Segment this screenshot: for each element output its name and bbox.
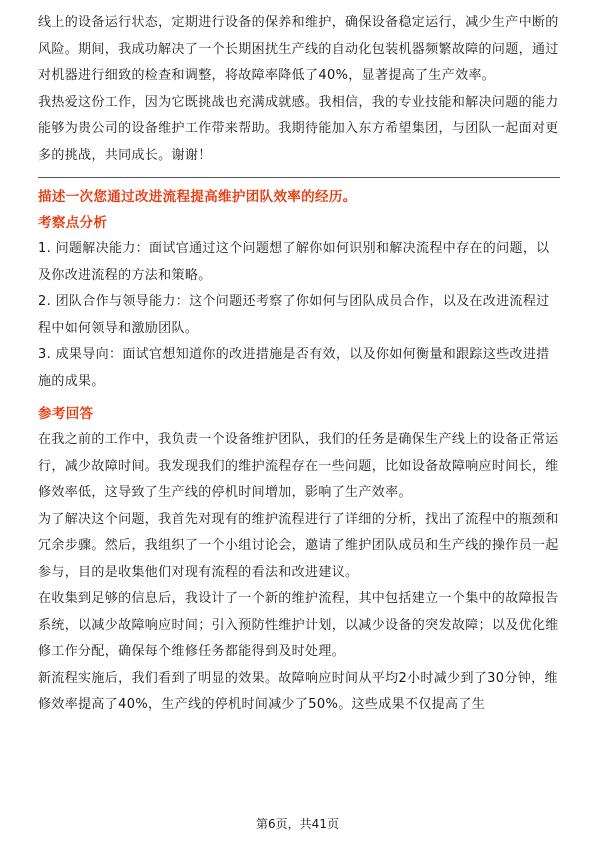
section-divider <box>38 177 560 178</box>
question-title: 描述一次您通过改进流程提高维护团队效率的经历。 <box>38 189 357 205</box>
analysis-item: 2. 团队合作与领导能力：这个问题还考察了你如何与团队成员合作，以及在改进流程过程中如何领导和激励团队。 <box>38 294 550 336</box>
page-number: 第6页，共41页 <box>256 817 339 831</box>
analysis-heading: 考察点分析 <box>38 215 108 231</box>
answer-paragraph: 为了解决这个问题，我首先对现有的维护流程进行了详细的分析，找出了流程中的瓶颈和冗余步骤。然后，我组织了一个小组讨论会，邀请了维护团队成员和生产线的操作员一起参与，目的是收集他们对现有流程的看法和改进建议。 <box>38 511 559 580</box>
analysis-item: 3. 成果导向：面试官想知道你的改进措施是否有效，以及你如何衡量和跟踪这些改进措施的成果。 <box>38 347 550 389</box>
document-page <box>38 10 560 719</box>
answer-paragraph: 在我之前的工作中，我负责一个设备维护团队，我们的任务是确保生产线上的设备正常运行，减少故障时间。我发现我们的维护流程存在一些问题，比如设备故障响应时间长，维修效率低，这导致了生产线的停机时间增加，影响了生产效率。 <box>38 432 559 500</box>
answer-heading: 参考回答 <box>38 406 94 422</box>
answer-paragraph: 在收集到足够的信息后，我设计了一个新的维护流程，其中包括建立一个集中的故障报告系统，以减少故障响应时间；引入预防性维护计划，以减少设备的突发故障；以及优化维修工作分配，确保每个维修任务都能得到及时处理。 <box>38 591 559 659</box>
intro-paragraph: 线上的设备运行状态，定期进行设备的保养和维护，确保设备稳定运行，减少生产中断的风险。期间，我成功解决了一个长期困扰生产线的自动化包装机器频繁故障的问题，通过对机器进行细致的检查和调整，将故障率降低了40%，显著提高了生产效率。 <box>38 15 559 83</box>
analysis-item: 1. 问题解决能力：面试官通过这个问题想了解你如何识别和解决流程中存在的问题，以及你改进流程的方法和策略。 <box>38 241 550 283</box>
intro-paragraph: 我热爱这份工作，因为它既挑战也充满成就感。我相信，我的专业技能和解决问题的能力能够为贵公司的设备维护工作带来帮助。我期待能加入东方希望集团，与团队一起面对更多的挑战，共同成长。谢谢！ <box>38 94 559 163</box>
answer-paragraph: 新流程实施后，我们看到了明显的效果。故障响应时间从平均2小时减少到了30分钟，维修效率提高了40%，生产线的停机时间减少了50%。这些成果不仅提高了生 <box>38 670 558 712</box>
